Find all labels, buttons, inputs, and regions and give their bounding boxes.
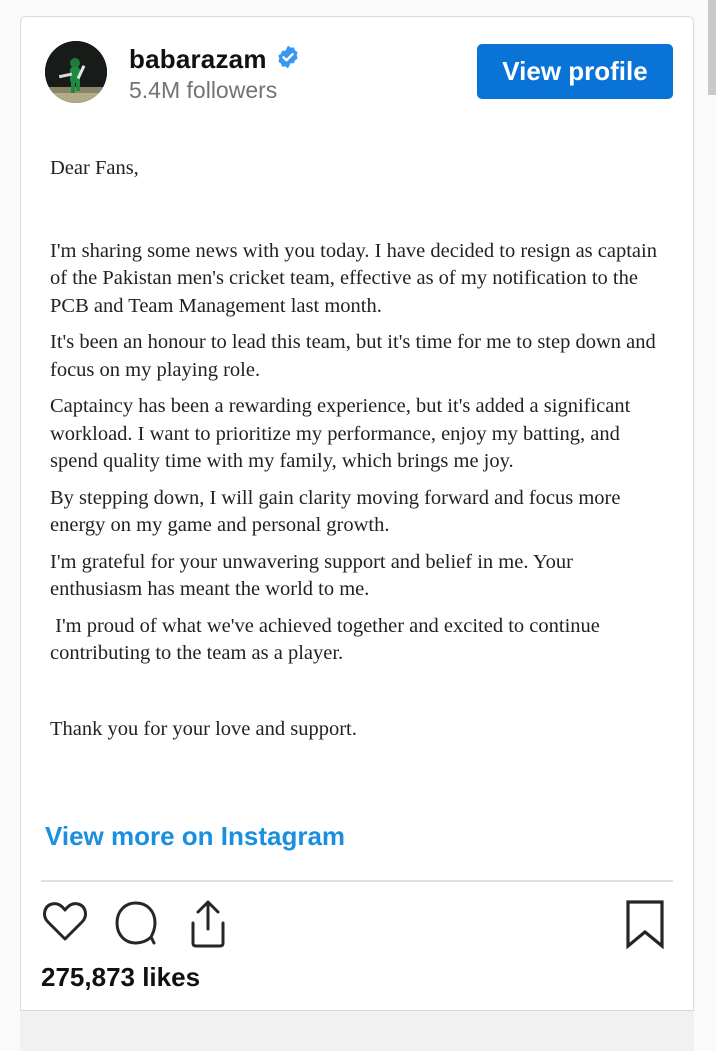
comment-bubble-icon[interactable]	[113, 899, 161, 952]
instagram-embed-card	[20, 16, 694, 1016]
post-actions	[41, 899, 673, 951]
letter-paragraph: I'm grateful for your unwavering support and belief in me. Your enthusiasm has meant the world to me.	[50, 550, 573, 600]
post-header	[45, 41, 673, 105]
next-card-edge	[20, 1010, 694, 1051]
share-upload-icon[interactable]	[185, 899, 231, 954]
post-image-letter	[50, 155, 670, 743]
letter-paragraph: By stepping down, I will gain clarity moving forward and focus more energy on my game and personal growth.	[50, 486, 621, 536]
letter-paragraph: I'm proud of what we've achieved together and excited to continue contributing to the team as a player.	[50, 614, 605, 664]
letter-paragraph: Captaincy has been a rewarding experience, but it's added a significant workload. I want to prioritize my performance, enjoy my batting, and spend quality time with my family, which brings me joy.	[50, 395, 631, 472]
likes-count[interactable]: 275,873 likes	[41, 962, 201, 992]
scrollbar-thumb[interactable]	[708, 0, 716, 95]
letter-paragraph: I'm sharing some news with you today. I have decided to resign as captain of the Pakistan men's cricket team, effective as of my notification to the PCB and Team Management last month.	[50, 239, 657, 317]
bookmark-icon[interactable]	[625, 899, 665, 954]
avatar[interactable]	[45, 41, 107, 103]
letter-greeting: Dear Fans,	[50, 157, 139, 179]
heart-icon[interactable]	[41, 899, 89, 950]
divider	[41, 880, 673, 882]
user-info	[129, 41, 301, 104]
avatar-photo	[45, 41, 107, 103]
view-profile-button[interactable]: View profile	[477, 44, 673, 99]
followers-count: 5.4M followers	[129, 77, 278, 103]
letter-paragraph: It's been an honour to lead this team, but it's time for me to step down and focus on my playing role.	[50, 331, 656, 381]
view-more-on-instagram-link[interactable]: View more on Instagram	[45, 821, 346, 851]
letter-closing: Thank you for your love and support.	[50, 717, 357, 740]
verified-badge-icon	[275, 44, 301, 75]
username[interactable]: babarazam	[129, 43, 267, 74]
